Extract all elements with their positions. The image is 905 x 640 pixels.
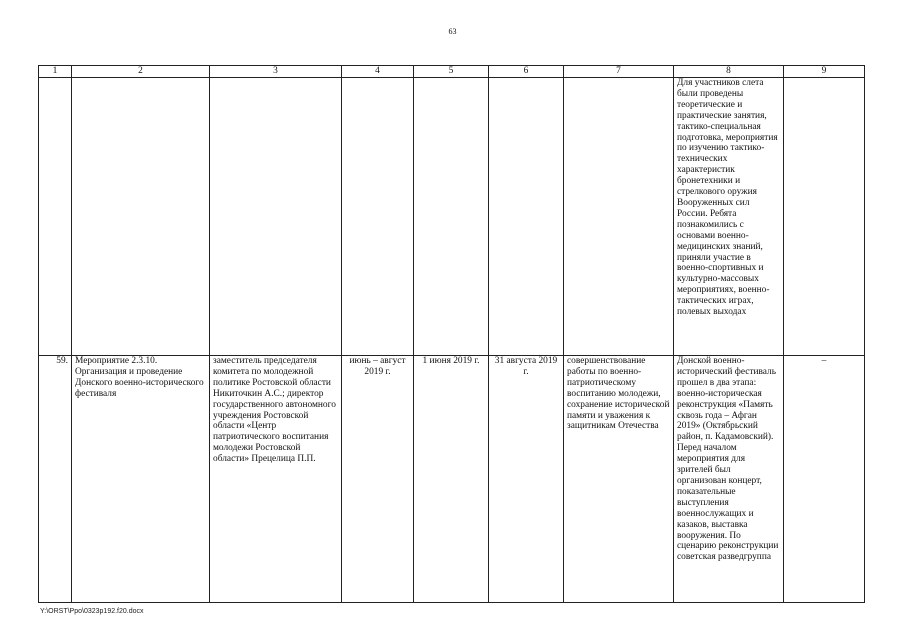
column-number: 9: [784, 66, 865, 78]
column-number: 2: [72, 66, 210, 78]
table-row-continuation: [39, 78, 865, 356]
page-number: 63: [448, 27, 457, 36]
cell-actual-result: Донской военно-исторический фестиваль прошел в два этапа: военно-историческая реконструкция «Память сквозь года – Афган 2019» (Октябрьский район, п. Кадамовский). Перед началом мероприятия для зрителей был организован концерт, показательные выступления военнослужащих и казаков, выставка вооружения. По сценарию реконструкции советская разведгруппа: [674, 356, 784, 603]
cell-empty: [489, 78, 564, 356]
column-number: 4: [342, 66, 414, 78]
cell-empty: [564, 78, 674, 356]
cell-actual-result: Для участников слета были проведены теоретические и практические занятия, тактико-специальная подготовка, мероприятия по изучению тактико-технических характеристик бронетехники и стрелкового оружия Вооруженных сил России. Ребята познакомились с основами военно-медицинских знаний, приняли участие в военно-спортивных и культурно-массовых мероприятиях, военно-тактических играх, полевых выходах: [674, 78, 784, 356]
column-number: 3: [210, 66, 342, 78]
cell-note: –: [784, 356, 865, 603]
column-number: 5: [414, 66, 489, 78]
cell-empty: [342, 78, 414, 356]
table-row-59: [39, 356, 865, 603]
column-number-row: [39, 66, 865, 78]
column-number: 8: [674, 66, 784, 78]
cell-planned-period: июнь – август 2019 г.: [342, 356, 414, 603]
cell-start-date: 1 июня 2019 г.: [414, 356, 489, 603]
cell-empty: [72, 78, 210, 356]
cell-end-date: 31 августа 2019 г.: [489, 356, 564, 603]
cell-row-number: 59.: [39, 356, 72, 603]
cell-empty: [39, 78, 72, 356]
cell-responsible: заместитель председателя комитета по молодежной политике Ростовской области Никиточкин А.С.; директор государственного автономного учреждения Ростовской области «Центр патриотического воспитания молодежи Ростовской области» Прецелица П.П.: [210, 356, 342, 603]
column-number: 7: [564, 66, 674, 78]
cell-event-name: Мероприятие 2.3.10. Организация и проведение Донского военно-исторического фестиваля: [72, 356, 210, 603]
footer-file-path: Y:\ORST\Ppo\0323p192.f20.docx: [40, 608, 144, 615]
report-table: [38, 65, 865, 603]
cell-empty: [210, 78, 342, 356]
column-number: 6: [489, 66, 564, 78]
column-number: 1: [39, 66, 72, 78]
cell-empty: [414, 78, 489, 356]
cell-expected-result: совершенствование работы по военно-патриотическому воспитанию молодежи, сохранение исторической памяти и уважения к защитникам Отечества: [564, 356, 674, 603]
cell-empty: [784, 78, 865, 356]
